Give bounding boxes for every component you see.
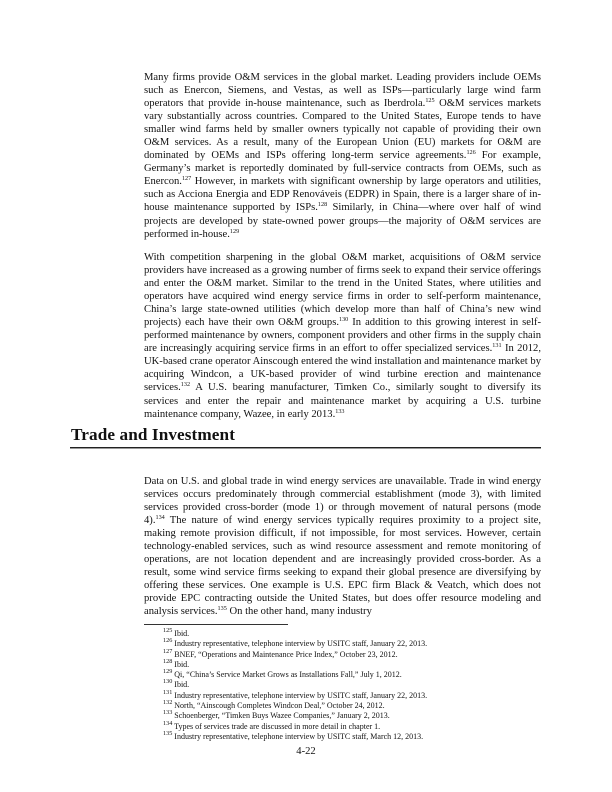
footnote-reference: 126 — [466, 149, 476, 157]
footnote-reference: 133 — [335, 407, 345, 415]
footnote-number: 132 — [163, 699, 173, 707]
paragraph-trade-data: Data on U.S. and global trade in wind energy services are unavailable. Trade in wind energy services occurs predominately through commercial establishment (mode 3), with limited services provided cross-border (mode 1) or through movement of natural persons (mode 4).$^{134}$ The nature of wind energy services typically requires proximity to a project site, making remote provision difficult, if not impossible, for most services. However, certain technology-enabled services, such as wind resource assessment and remote monitoring of operations, are not location dependent and are increasingly provided cross-border. As a result, some wind service firms seeking to expand their global presence are diversifying by offering these services. One example is U.S. EPC firm Black & Veatch, which does not provide EPC contracting outside the United States, but does offer resource modeling and analysis services.$^{135}$ On the other hand, many industry — [144, 476, 541, 618]
footnote-divider — [144, 624, 288, 625]
section-heading: Trade and Investment — [71, 425, 236, 444]
footnote — [163, 711, 543, 721]
footnote-number: 125 — [163, 627, 173, 634]
footnote-text: Ibid. — [174, 659, 190, 669]
footnote — [163, 670, 543, 680]
footnote — [163, 657, 543, 670]
paragraph-om-acquisitions: With competition sharpening in the global O&M market, acquisitions of O&M service providers have increased as a growing number of firms seek to expand their service offerings and enter the O&M market. Similar to the trend in the United States, where utilities and operators have acquired wind energy service firms in order to self-perform maintenance, China’s large state-owned utilities (which develop more than half of China’s new wind projects) each have their own O&M groups.$^{130}$ In addition to this growing interest in self-performed maintenance by owners, component providers and other firms in the supply chain are increasingly acquiring service firms in an effort to offer specialized services.$^{131}$ In 2012, UK-based crane operator Ainscough entered the wind installation and maintenance market by acquiring Windcon, a UK-based provider of wind turbine erection and maintenance services.$^{132}$ A U.S. bearing manufacturer, Timken Co., similarly sought to diversify its services and enter the repair and maintenance market by acquiring a U.S. turbine maintenance company, Wazee, in early 2013.$^{133}$ — [144, 252, 541, 420]
footnote-reference: 131 — [492, 342, 502, 350]
paragraph-om-providers: Many firms provide O&M services in the global market. Leading providers include OEMs such as Enercon, Siemens, and Vestas, as well as ISPs—particularly large wind farm operators that provide in-house maintenance, such as Iberdrola.$^{125}$ O&M services markets vary substantially across countries. Compared to the United States, Europe tends to have smaller wind farms held by smaller owners typically not capable of providing their own O&M services. As a result, many of the European Union (EU) markets for O&M are dominated by OEMs and ISPs offering long-term service agreements.$^{126}$ For example, Germany’s market is reportedly dominated by full-service contracts from OEMs, such as Enercon.$^{127}$ However, in markets with significant ownership by large operators and utilities, such as Acciona Energia and EDP Renováveis (EDPR) in Spain, there is a larger share of in-house maintenance supported by ISPs.$^{128}$ Similarly, in China—where over half of wind projects are developed by state-owned power groups—the majority of O&M services are performed in-house.$^{129}$ — [144, 72, 542, 240]
footnote-number: 131 — [163, 688, 173, 696]
footnote-number: 126 — [163, 637, 173, 645]
footnote-text: Schoenberger, “Timken Buys Wazee Companies,” January 2, 2013. — [174, 711, 390, 721]
footnote — [163, 701, 543, 711]
footnote-number: 134 — [163, 719, 173, 727]
footnote-reference: 132 — [180, 381, 191, 389]
footnote — [163, 729, 543, 742]
page-number: 4-22 — [296, 746, 316, 757]
footnote-number: 130 — [163, 678, 173, 686]
footnote — [163, 647, 543, 660]
footnote — [163, 680, 543, 690]
footnote-text: Ibid. — [174, 629, 190, 638]
footnote-text: Qi, “China’s Service Market Grows as Installations Fall,” July 1, 2012. — [174, 670, 402, 680]
footnote-text: Types of services trade are discussed in more detail in chapter 1. — [174, 721, 381, 731]
footnote-number: 128 — [163, 657, 173, 665]
footnote-reference: 134 — [155, 514, 165, 522]
footnote-reference: 129 — [229, 227, 240, 235]
footnote — [163, 639, 543, 649]
footnote-reference: 130 — [338, 316, 349, 324]
footnote-reference: 127 — [181, 175, 192, 183]
footnote — [163, 629, 543, 639]
footnote-text: North, “Ainscough Completes Windcon Deal,” October 24, 2012. — [174, 701, 385, 711]
footnote-list — [163, 629, 543, 742]
footnote-reference: 135 — [217, 605, 227, 613]
footnote-number: 133 — [163, 709, 173, 717]
footnote — [163, 719, 543, 732]
footnote-number: 135 — [163, 729, 173, 737]
footnote — [163, 688, 543, 701]
footnote-text: BNEF, “Operations and Maintenance Price Index,” October 23, 2012. — [174, 649, 398, 659]
footnote-reference: 128 — [317, 201, 328, 209]
footnote-text: Industry representative, telephone interview by USITC staff, January 22, 2013. — [174, 690, 428, 700]
footnote-text: Ibid. — [174, 680, 190, 690]
footnote-text: Industry representative, telephone interview by USITC staff, March 12, 2013. — [174, 731, 424, 741]
footnote-number: 127 — [163, 647, 173, 655]
footnote-reference: 125 — [425, 97, 435, 105]
heading-rule-divider — [70, 447, 541, 449]
footnote-number: 129 — [163, 668, 173, 676]
footnote-text: Industry representative, telephone interview by USITC staff, January 22, 2013. — [174, 639, 428, 649]
